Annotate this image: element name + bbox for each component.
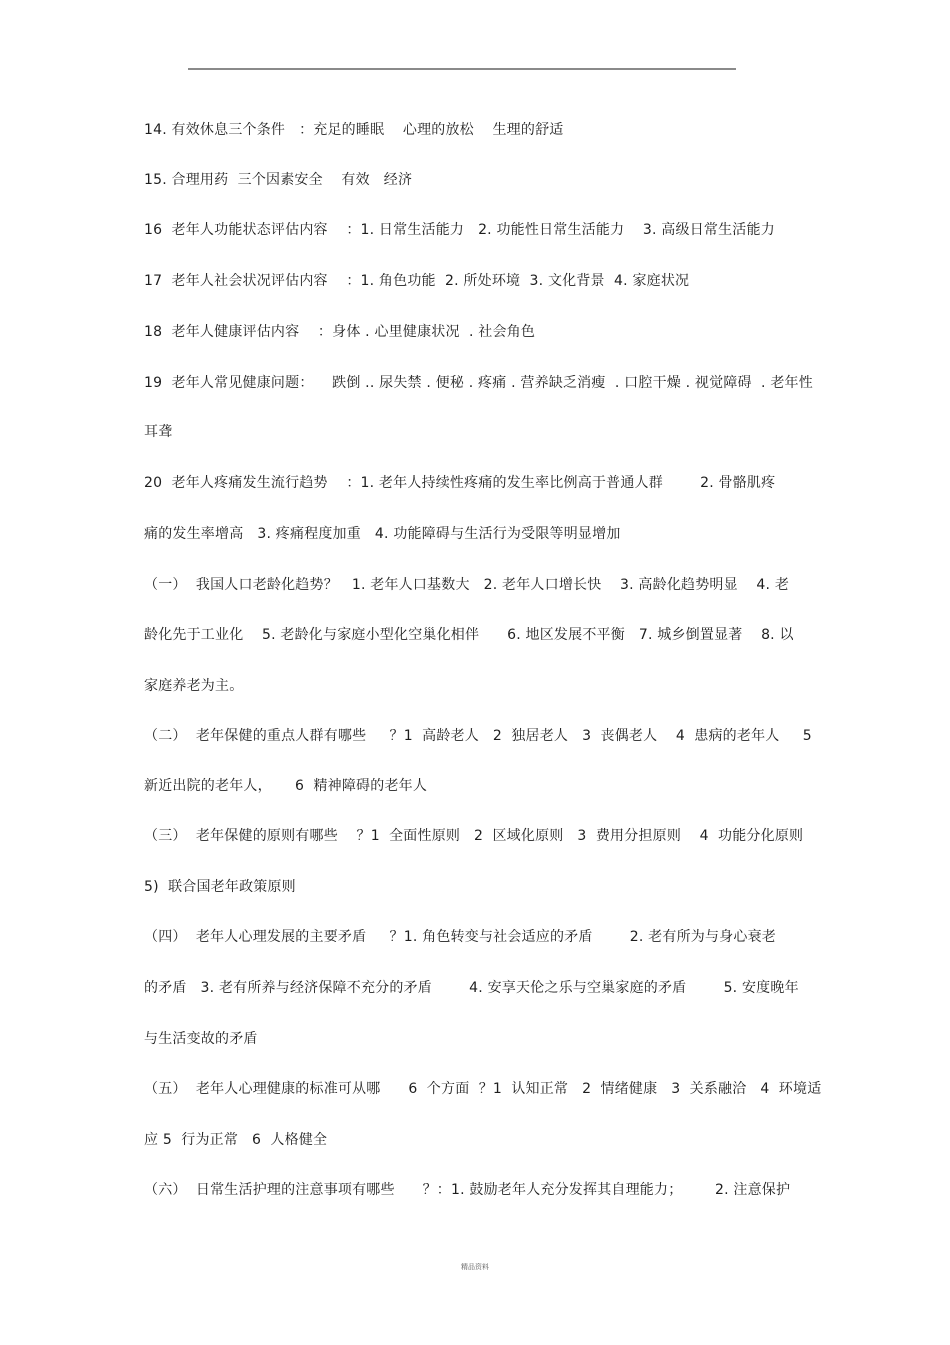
top-rule (188, 68, 736, 70)
text-line: 15. 合理用药 三个因素安全 有效 经济 (144, 172, 413, 188)
text-line: 龄化先于工业化 5. 老龄化与家庭小型化空巢化相伴 6. 地区发展不平衡 7. 城乡倒置显著 8. 以 (144, 627, 794, 643)
text-line: 痛的发生率增高 3. 疼痛程度加重 4. 功能障碍与生活行为受限等明显增加 (144, 526, 621, 542)
text-line: （四） 老年人心理发展的主要矛盾 ？1. 角色转变与社会适应的矛盾 2. 老有所为与身心衰老 (144, 929, 776, 945)
text-line: （六） 日常生活护理的注意事项有哪些 ？：1. 鼓励老年人充分发挥其自理能力； 2. 注意保护 (144, 1182, 791, 1198)
text-line: （三） 老年保健的原则有哪些 ？1 全面性原则 2 区域化原则 3 费用分担原则 4 功能分化原则 (144, 828, 804, 844)
text-line: 14. 有效休息三个条件 ：充足的睡眠 心理的放松 生理的舒适 (144, 122, 564, 138)
text-line: 的矛盾 3. 老有所养与经济保障不充分的矛盾 4. 安享天伦之乐与空巢家庭的矛盾 5. 安度晚年 (144, 980, 799, 996)
text-line: 耳聋 (144, 424, 173, 440)
text-line: 家庭养老为主。 (144, 678, 244, 694)
text-line: （五） 老年人心理健康的标准可从哪 6 个方面 ？1 认知正常 2 情绪健康 3 关系融洽 4 环境适 (144, 1081, 822, 1097)
text-line: 应 5 行为正常 6 人格健全 (144, 1132, 328, 1148)
text-line: 与生活变故的矛盾 (144, 1031, 258, 1047)
text-line: 5) 联合国老年政策原则 (144, 879, 296, 895)
text-line: 16 老年人功能状态评估内容 ：1. 日常生活能力 2. 功能性日常生活能力 3. 高级日常生活能力 (144, 222, 775, 238)
page-footer: 精品资料 (461, 1263, 489, 1271)
text-line: 新近出院的老年人， 6 精神障碍的老年人 (144, 778, 428, 794)
text-line: 20 老年人疼痛发生流行趋势 ：1. 老年人持续性疼痛的发生率比例高于普通人群 2. 骨骼肌疼 (144, 475, 776, 491)
text-line: （二） 老年保健的重点人群有哪些 ？1 高龄老人 2 独居老人 3 丧偶老人 4 患病的老年人 5 (144, 728, 812, 744)
text-line: （一） 我国人口老龄化趋势？ 1. 老年人口基数大 2. 老年人口增长快 3. 高龄化趋势明显 4. 老 (144, 577, 790, 593)
text-line: 17 老年人社会状况评估内容 ：1. 角色功能 2. 所处环境 3. 文化背景 4. 家庭状况 (144, 273, 690, 289)
text-line: 18 老年人健康评估内容 ：身体 . 心里健康状况 . 社会角色 (144, 324, 536, 340)
text-line: 19 老年人常见健康问题： 跌倒 .. 尿失禁 . 便秘 . 疼痛 . 营养缺乏消瘦 . 口腔干燥 . 视觉障碍 . 老年性 (144, 375, 813, 391)
